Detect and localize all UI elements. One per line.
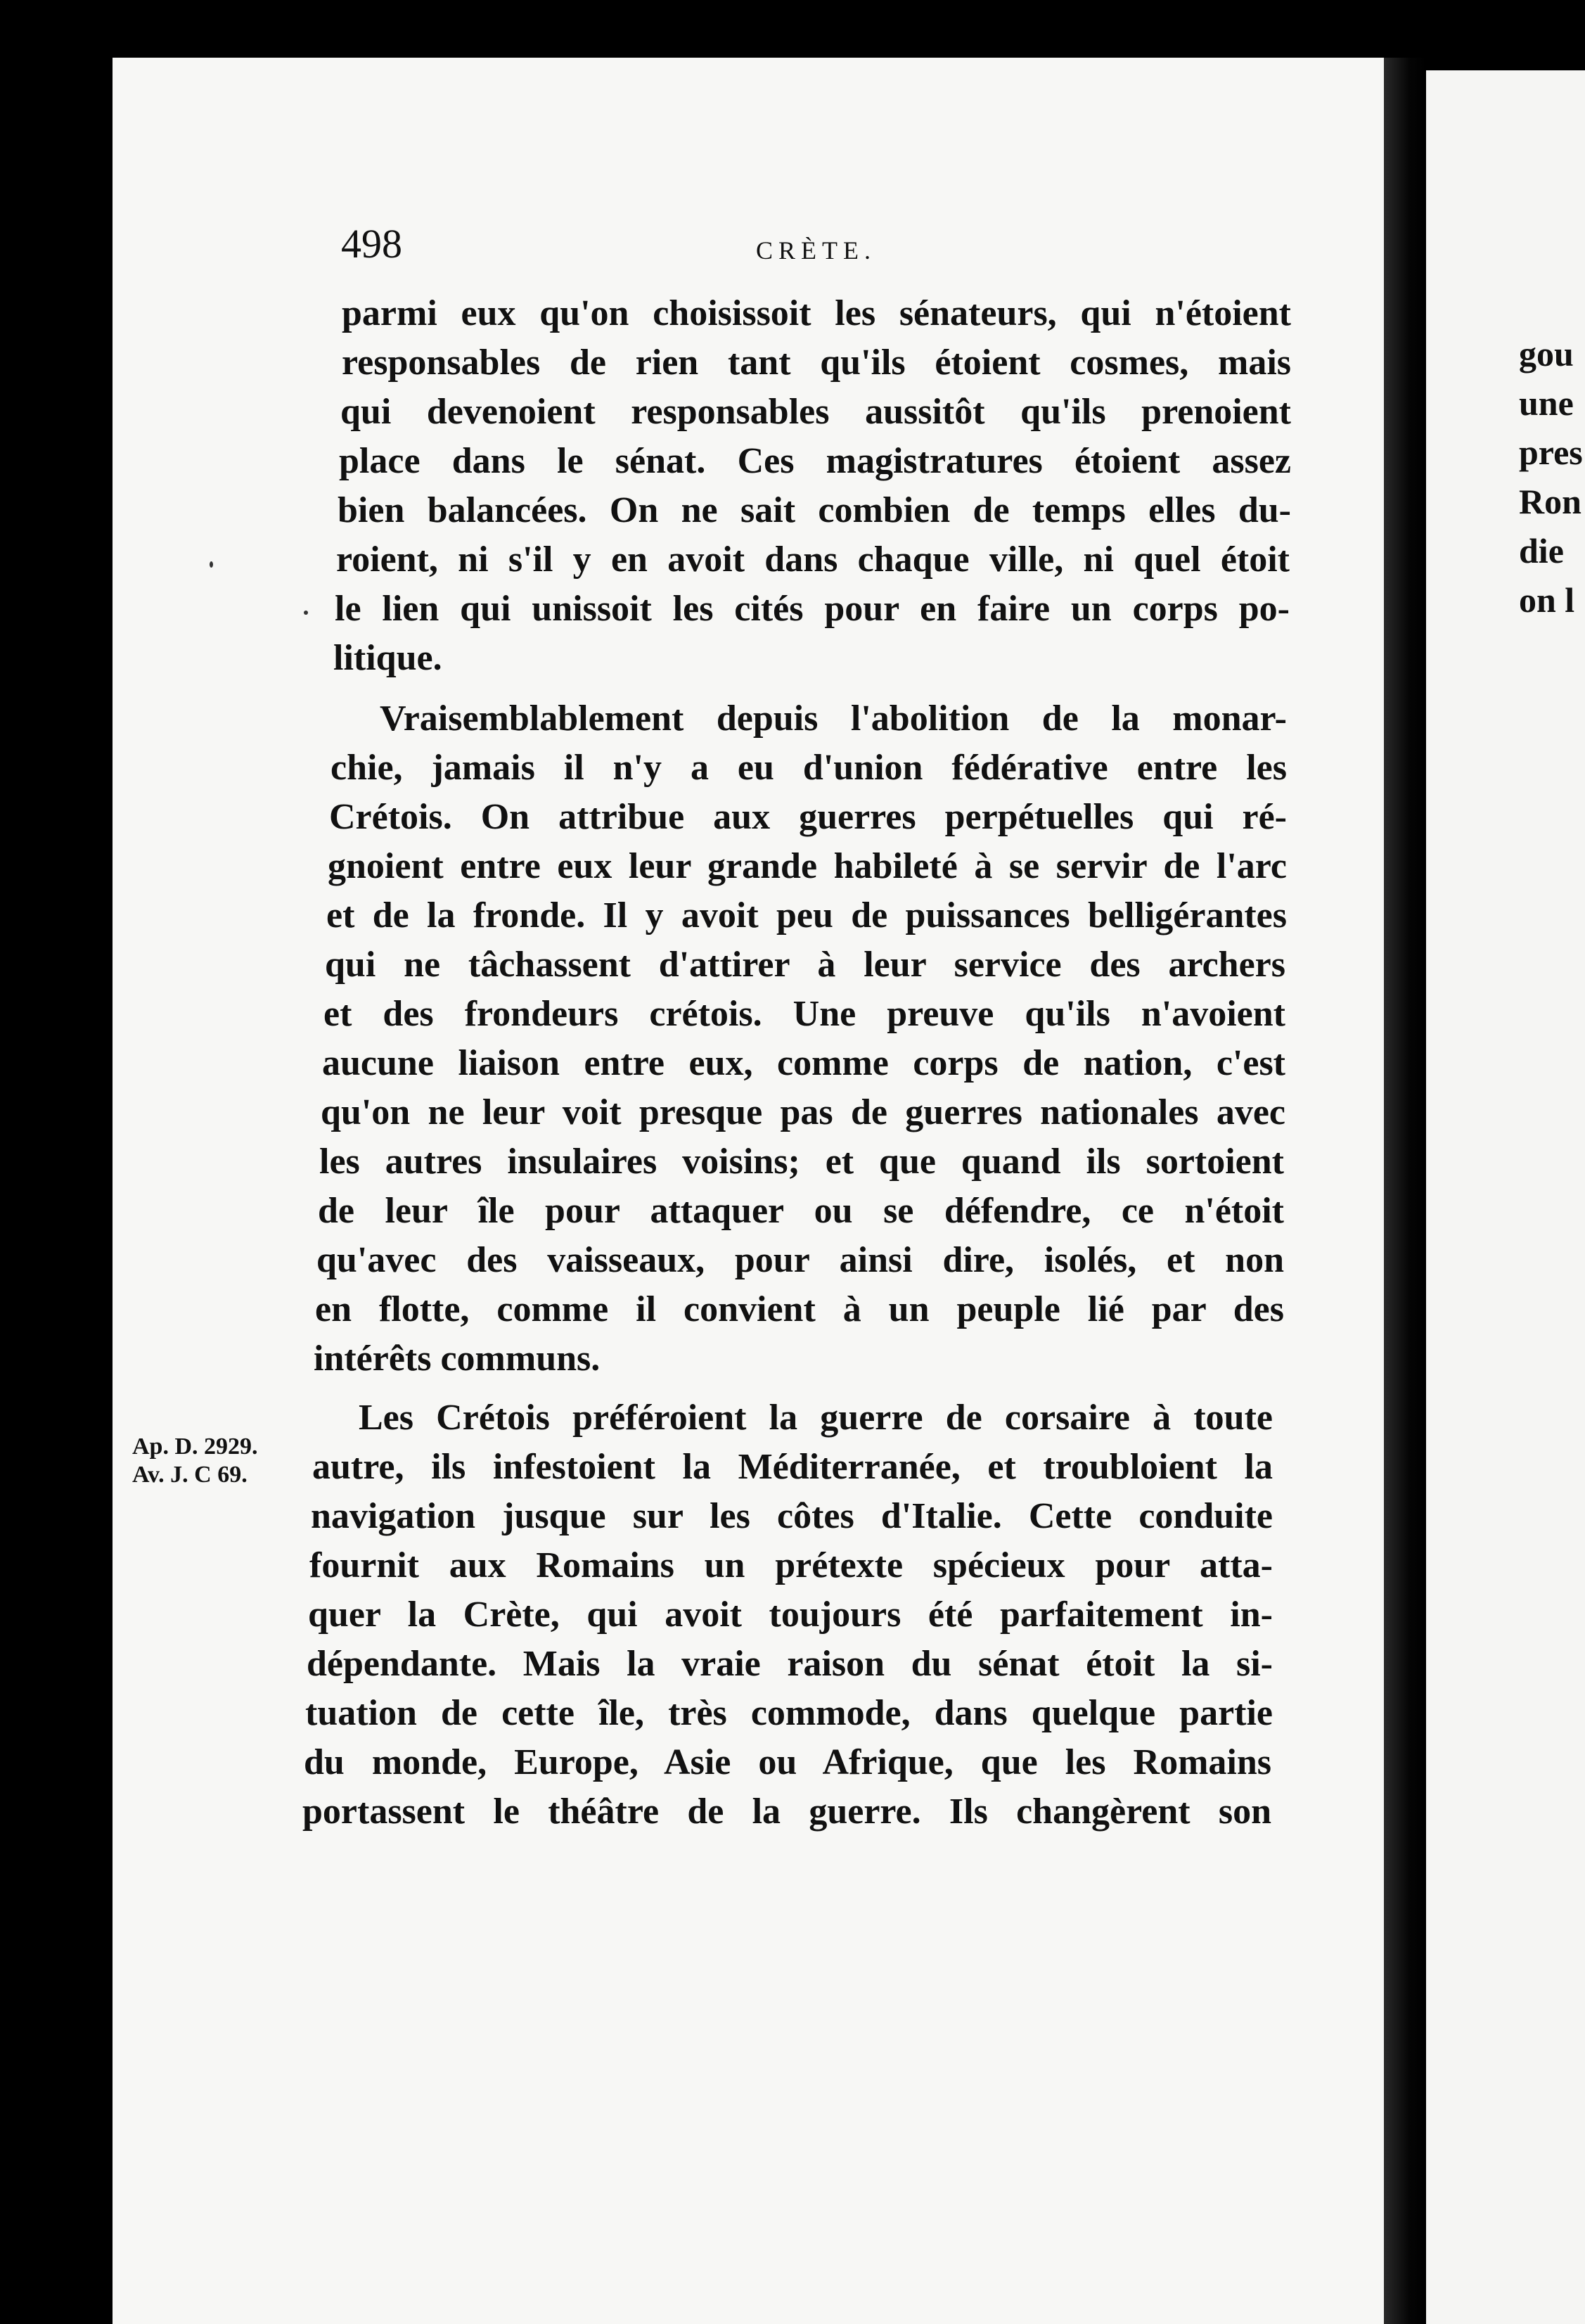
text-line: en flotte, comme il convient à un peuple lié par des (315, 1289, 1284, 1329)
next-page-line: gou (1519, 334, 1574, 374)
text-line: et de la fronde. Il y avoit peu de puissances belligérantes (326, 895, 1287, 936)
text-line: Vraisemblablement depuis l'abolition de la monar- (380, 698, 1287, 739)
text-line: intérêts communs. (314, 1339, 601, 1379)
text-line: roient, ni s'il y en avoit dans chaque ville, ni quel étoit (336, 540, 1290, 580)
running-title: CRÈTE. (756, 236, 876, 264)
page-speck (210, 561, 213, 568)
text-line: qu'on ne leur voit presque pas de guerres nationales avec (321, 1092, 1285, 1132)
text-line: parmi eux qu'on choisissoit les sénateurs, qui n'étoient (342, 293, 1291, 333)
book-gutter (1384, 58, 1426, 2324)
text-line: tuation de cette île, très commode, dans quelque partie (305, 1693, 1273, 1733)
text-line: le lien qui unissoit les cités pour en faire un corps po- (335, 589, 1290, 629)
text-line: responsables de rien tant qu'ils étoient cosmes, mais (342, 343, 1291, 383)
text-line: Crétois. On attribue aux guerres perpétuelles qui ré- (329, 797, 1287, 837)
next-page-line: une (1519, 383, 1574, 423)
text-line: place dans le sénat. Ces magistratures étoient assez (339, 441, 1291, 481)
text-line: dépendante. Mais la vraie raison du sénat étoit la si- (307, 1644, 1273, 1684)
next-page-line: on l (1519, 580, 1575, 620)
text-line: gnoient entre eux leur grande habileté à se servir de l'arc (328, 846, 1287, 886)
margin-note-line: Ap. D. 2929. (132, 1434, 258, 1460)
page-speck (304, 611, 308, 615)
text-line: chie, jamais il n'y a eu d'union fédérative entre les (331, 748, 1287, 788)
text-line: portassent le théâtre de la guerre. Ils changèrent son (302, 1792, 1271, 1832)
text-line: fournit aux Romains un prétexte spécieux pour atta- (309, 1545, 1273, 1585)
text-line: de leur île pour attaquer ou se défendre, ce n'étoit (318, 1191, 1284, 1231)
next-page-line: Ron (1519, 482, 1581, 521)
text-line: qui ne tâchassent d'attirer à leur service des archers (325, 945, 1285, 985)
text-line: qu'avec des vaisseaux, pour ainsi dire, isolés, et non (316, 1240, 1284, 1280)
text-line: quer la Crète, qui avoit toujours été parfaitement in- (308, 1595, 1273, 1635)
text-line: du monde, Europe, Asie ou Afrique, que les Romains (304, 1742, 1271, 1782)
text-line: bien balancées. On ne sait combien de temps elles du- (338, 490, 1291, 530)
text-line: les autres insulaires voisins; et que quand ils sortoient (319, 1142, 1284, 1182)
margin-note-line: Av. J. C 69. (132, 1462, 248, 1488)
text-line: et des frondeurs crétois. Une preuve qu'ils n'avoient (323, 994, 1285, 1034)
next-page-line: pres (1519, 433, 1583, 472)
text-line: aucune liaison entre eux, comme corps de nation, c'est (322, 1043, 1285, 1083)
text-line: qui devenoient responsables aussitôt qu'ils prenoient (340, 392, 1291, 432)
page-number: 498 (341, 221, 402, 267)
next-page-line: die (1519, 531, 1564, 570)
text-line: navigation jusque sur les côtes d'Italie. Cette conduite (311, 1496, 1273, 1536)
text-line: autre, ils infestoient la Méditerranée, et troubloient la (312, 1447, 1273, 1487)
text-line: Les Crétois préféroient la guerre de corsaire à toute (359, 1398, 1273, 1438)
book-page-right (1426, 70, 1585, 2324)
text-line: litique. (333, 638, 442, 678)
